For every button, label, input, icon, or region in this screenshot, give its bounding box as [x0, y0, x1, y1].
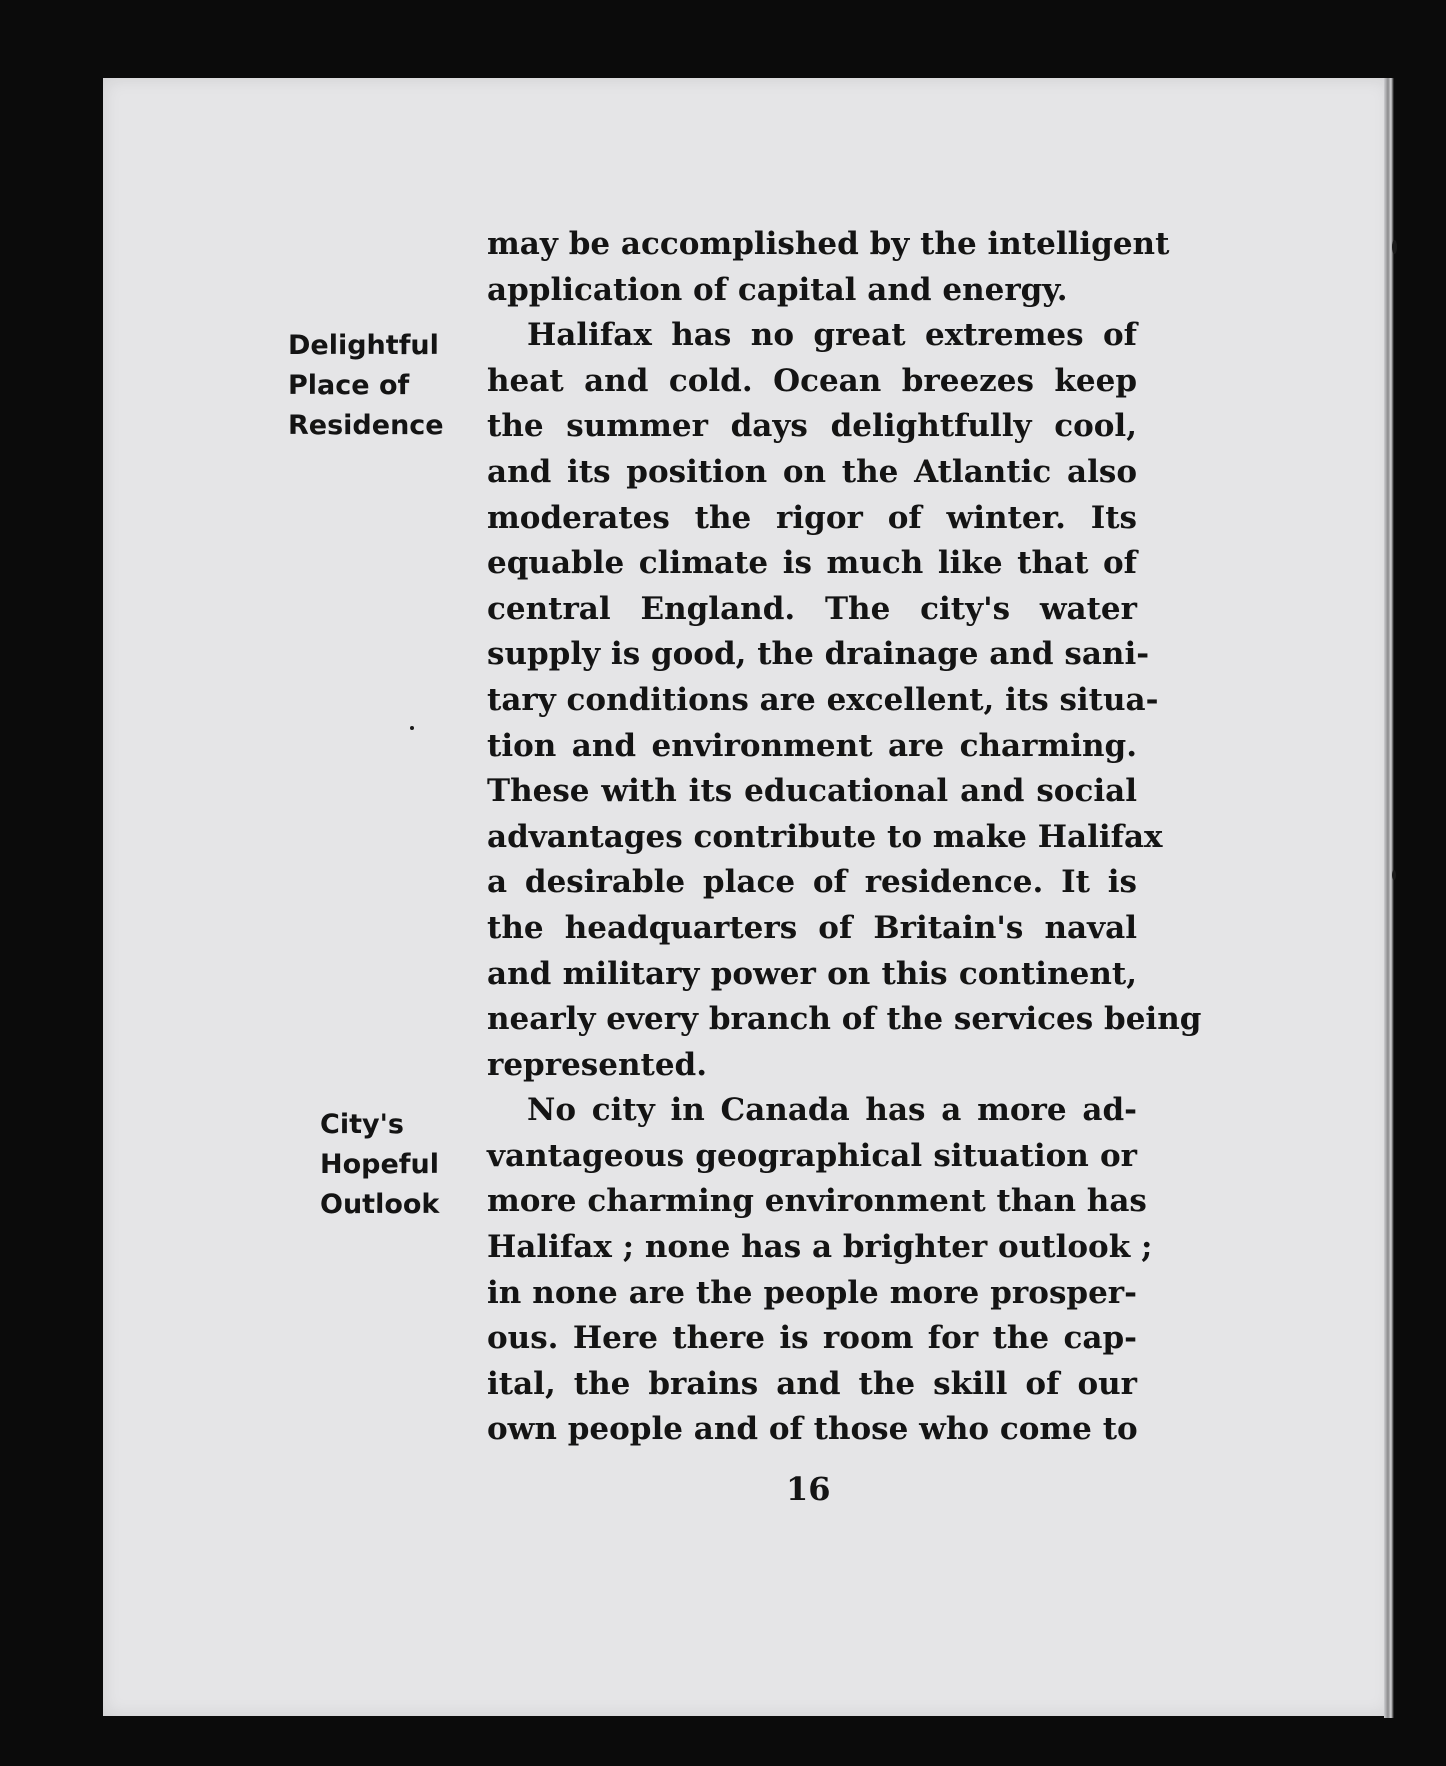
text-line: These with its educational and social — [487, 773, 1137, 810]
text-line: tion and environment are charming. — [487, 727, 1137, 764]
text-line: moderates the rigor of winter. Its — [487, 499, 1137, 536]
margin-note-delightful-place-of-residence — [288, 326, 444, 446]
text-line: Halifax ; none has a brighter outlook ; — [487, 1229, 1153, 1266]
text-line: No city in Canada has a more ad- — [527, 1092, 1137, 1129]
text-line: may be accomplished by the intelligent — [487, 226, 1170, 262]
text-line: and its position on the Atlantic also — [487, 453, 1137, 490]
text-line: ous. Here there is room for the cap- — [487, 1320, 1137, 1357]
margin-note-citys-hopeful-outlook — [320, 1105, 439, 1225]
text-line: represented. — [487, 1046, 708, 1083]
text-line: central England. The city's water — [487, 590, 1137, 627]
text-line: and military power on this continent, — [487, 955, 1137, 992]
margin-note-line: Residence — [288, 410, 444, 441]
text-line: advantages contribute to make Halifax — [487, 818, 1163, 855]
text-line: a desirable place of residence. It is — [487, 864, 1137, 901]
text-line: ital, the brains and the skill of our — [487, 1365, 1137, 1402]
scan-speck — [410, 726, 414, 730]
margin-note-line: City's — [320, 1109, 404, 1140]
body-text — [487, 222, 1202, 1453]
margin-note-line: Delightful — [288, 330, 439, 361]
margin-note-line: Hopeful — [320, 1149, 440, 1180]
text-line: in none are the people more prosper- — [487, 1274, 1137, 1311]
text-line: heat and cold. Ocean breezes keep — [487, 362, 1137, 399]
text-line: own people and of those who come to — [487, 1411, 1138, 1448]
text-line: nearly every branch of the services being — [487, 1001, 1202, 1038]
page-number: 16 — [786, 1470, 831, 1508]
margin-note-line: Outlook — [320, 1189, 440, 1220]
text-line: equable climate is much like that of — [487, 545, 1137, 582]
text-line: application of capital and energy. — [487, 271, 1068, 308]
text-line: Halifax has no great extremes of — [527, 317, 1137, 354]
page-edge — [1384, 78, 1394, 1718]
text-line: tary conditions are excellent, its situa- — [487, 681, 1159, 718]
text-line: supply is good, the drainage and sani- — [487, 636, 1150, 673]
text-line: more charming environment than has — [487, 1183, 1147, 1220]
scan-speck — [1392, 870, 1396, 880]
text-line: the summer days delightfully cool, — [487, 408, 1137, 445]
text-line: the headquarters of Britain's naval — [487, 909, 1137, 946]
margin-note-line: Place of — [288, 370, 410, 401]
scan-speck — [1392, 240, 1397, 254]
text-line: vantageous geographical situation or — [487, 1137, 1137, 1174]
